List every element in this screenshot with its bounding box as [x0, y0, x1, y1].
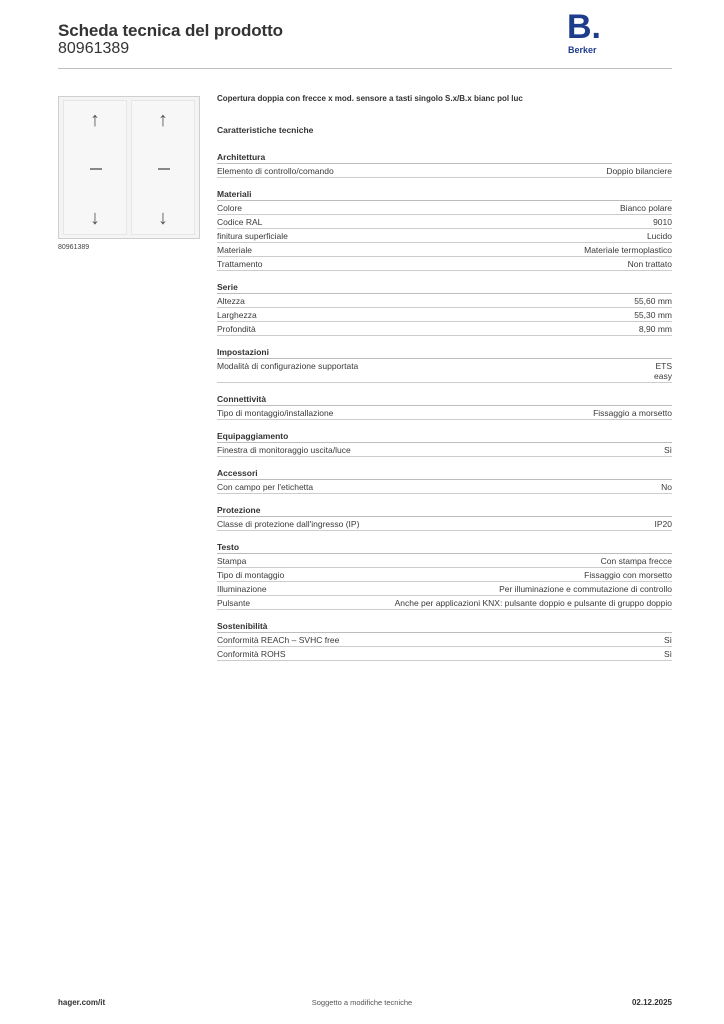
footer-note: Soggetto a modifiche tecniche	[311, 998, 413, 1007]
spec-row	[217, 229, 672, 243]
spec-row	[217, 215, 672, 229]
spec-row	[217, 308, 672, 322]
spec-row	[217, 257, 672, 271]
arrow-down-icon: ↓	[158, 207, 168, 229]
spec-row	[217, 582, 672, 596]
spec-value: Fissaggio a morsetto	[593, 408, 672, 418]
spec-label: Conformità REACh – SVHC free	[217, 635, 340, 645]
footer-date: 02.12.2025	[631, 998, 672, 1007]
spec-section	[217, 282, 672, 336]
spec-section	[217, 468, 672, 494]
spec-value: Sì	[663, 649, 672, 659]
section-title: Accessori	[217, 468, 672, 480]
section-title: Connettività	[217, 394, 672, 406]
spec-value: Con stampa frecce	[600, 556, 672, 566]
dash-icon	[90, 168, 102, 170]
page-title: Scheda tecnica del prodotto	[58, 21, 283, 40]
spec-row	[217, 554, 672, 568]
spec-label: Materiale	[217, 245, 252, 255]
berker-logo	[567, 8, 607, 58]
spec-value: Anche per applicazioni KNX: pulsante doppio e pulsante di gruppo doppio	[394, 598, 672, 608]
spec-value: Sì	[663, 445, 672, 455]
spec-label: Elemento di controllo/comando	[217, 166, 334, 176]
arrow-down-icon: ↓	[90, 207, 100, 229]
spec-value: 55,30 mm	[634, 310, 672, 320]
spec-section	[217, 152, 672, 178]
spec-section	[217, 621, 672, 661]
spec-row	[217, 294, 672, 308]
spec-label: Con campo per l'etichetta	[217, 482, 314, 492]
section-title: Protezione	[217, 505, 672, 517]
spec-label: Altezza	[217, 296, 245, 306]
image-caption: 80961389	[58, 244, 90, 251]
spec-label: Classe di protezione dall'ingresso (IP)	[217, 519, 360, 529]
spec-label: Conformità ROHS	[217, 649, 286, 659]
spec-row	[217, 596, 672, 610]
arrow-up-icon: ↑	[158, 109, 168, 131]
section-title: Equipaggiamento	[217, 431, 672, 443]
spec-section	[217, 189, 672, 271]
spec-row	[217, 480, 672, 494]
rocker-right	[131, 100, 195, 235]
spec-label: Finestra di monitoraggio uscita/luce	[217, 445, 351, 455]
section-title: Impostazioni	[217, 347, 672, 359]
section-title: Architettura	[217, 152, 672, 164]
logo-mark: B.	[567, 8, 601, 46]
spec-value: Lucido	[646, 231, 672, 241]
spec-value: 55,60 mm	[634, 296, 672, 306]
spec-value: Materiale termoplastico	[584, 245, 672, 255]
spec-label: Pulsante	[217, 598, 251, 608]
spec-value: Per illuminazione e commutazione di controllo	[499, 584, 672, 594]
spec-value: IP20	[654, 519, 672, 529]
spec-row	[217, 568, 672, 582]
spec-label: Profondità	[217, 324, 256, 334]
spec-row	[217, 517, 672, 531]
spec-label: Modalità di configurazione supportata	[217, 361, 359, 371]
spec-row	[217, 443, 672, 457]
spec-content	[217, 94, 672, 672]
spec-value: ETS easy	[654, 361, 672, 381]
spec-value: 9010	[653, 217, 672, 227]
section-title: Sostenibilità	[217, 621, 672, 633]
tech-title: Caratteristiche tecniche	[217, 125, 314, 135]
spec-label: Trattamento	[217, 259, 263, 269]
spec-row	[217, 322, 672, 336]
spec-sections	[217, 152, 672, 661]
spec-label: Stampa	[217, 556, 247, 566]
spec-label: Codice RAL	[217, 217, 263, 227]
product-description: Copertura doppia con frecce x mod. sensore a tasti singolo S.x/B.x bianc pol luc	[217, 94, 523, 103]
spec-value: No	[661, 482, 672, 492]
spec-row	[217, 647, 672, 661]
product-image	[58, 96, 200, 239]
spec-value: 8,90 mm	[638, 324, 672, 334]
spec-value: Fissaggio con morsetto	[584, 570, 672, 580]
spec-row	[217, 201, 672, 215]
spec-row	[217, 406, 672, 420]
section-title: Testo	[217, 542, 672, 554]
header-divider	[58, 68, 672, 69]
spec-label: Colore	[217, 203, 243, 213]
spec-value: Doppio bilanciere	[606, 166, 672, 176]
spec-value: Sì	[663, 635, 672, 645]
spec-section	[217, 347, 672, 383]
spec-section	[217, 394, 672, 420]
spec-section	[217, 505, 672, 531]
section-title: Serie	[217, 282, 672, 294]
rocker-left	[63, 100, 127, 235]
spec-value: Bianco polare	[620, 203, 672, 213]
dash-icon	[158, 168, 170, 170]
spec-label: finitura superficiale	[217, 231, 288, 241]
arrow-up-icon: ↑	[90, 109, 100, 131]
spec-row	[217, 359, 672, 383]
spec-label: Illuminazione	[217, 584, 267, 594]
spec-section	[217, 431, 672, 457]
footer-website: hager.com/it	[58, 998, 106, 1007]
logo-brand: Berker	[568, 45, 597, 55]
product-code: 80961389	[58, 40, 130, 57]
spec-label: Tipo di montaggio/installazione	[217, 408, 334, 418]
spec-section	[217, 542, 672, 610]
spec-value: Non trattato	[627, 259, 672, 269]
spec-label: Larghezza	[217, 310, 257, 320]
spec-row	[217, 164, 672, 178]
section-title: Materiali	[217, 189, 672, 201]
spec-row	[217, 633, 672, 647]
spec-label: Tipo di montaggio	[217, 570, 285, 580]
spec-row	[217, 243, 672, 257]
